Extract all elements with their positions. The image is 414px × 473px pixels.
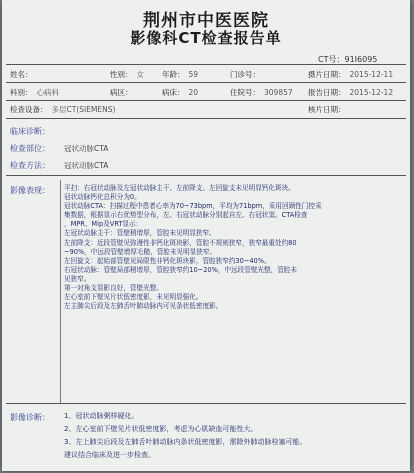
name-field [10,69,37,80]
shoot-date-value: 2015-12-11 [349,70,394,79]
exam-site-label: 检查部位： [10,144,50,153]
bed-label: 病床： [162,88,185,97]
findings-line: 左心室前下壁见片状低密度影，未见明显强化。 [64,293,203,302]
row-divider [6,118,406,119]
findings-line: 冠状动脉CTA：扫描过程中患者心率为70~73bpm，平均为71bpm，采用回顾性门控采 [64,202,322,211]
diagnosis-body [64,410,404,462]
findings-line: ~90%，中远段管壁增厚毛糙，管腔未见明显狭窄。 [64,247,217,256]
dept-label: 科别： [10,88,33,97]
findings-line: 平扫：右冠状动脉及左冠状动脉主干、左前降支、左回旋支未见明显钙化斑块。 [64,184,295,192]
report-date-label: 报告日期： [308,88,346,97]
sex-field [110,69,144,80]
device-field [10,104,115,115]
clinic-field [230,69,264,80]
findings-line: 左冠状动脉主干：管壁稍增厚，管腔未见明显狭窄。 [64,229,216,238]
diagnosis-label: 影像诊断： [10,413,50,422]
findings-line: 左回旋支：起始部管壁见局限性非钙化斑块影，管腔狭窄约30~40%。 [64,256,271,265]
section-divider [6,175,406,176]
device-label: 检查设备： [10,105,48,114]
age-field [162,69,198,80]
findings-line: 左前降支：近段管壁见弥漫性非钙化斑块影，管腔不规则狭窄，狭窄最重处约80 [64,238,297,247]
header-divider [6,64,406,65]
shoot-date-label: 摄片日期： [308,70,346,79]
findings-line: 右冠状动脉：管壁局部稍增厚，管腔狭窄约10~20%，中远段管壁光整，管腔未 [64,265,297,274]
diagnosis-line: 建议结合临床及进一步检查。 [64,451,155,459]
sex-value: 女 [136,70,144,79]
report-title: 影像科CT检查报告单 [130,29,282,47]
row-divider [6,82,406,83]
section-divider [6,403,406,404]
dept-field [10,87,59,98]
bed-value: 20 [188,88,199,97]
clinical-diagnosis-label: 临床诊断： [10,127,50,136]
report-date-value: 2015-12-12 [349,88,394,97]
dept-value: 心病科 [36,88,59,97]
report-date-field [308,87,393,98]
exam-site-value: 冠状动脉CTA [64,144,109,153]
findings-body [64,184,400,311]
clinic-label: 门诊号： [230,70,260,79]
hospital-name: 荆州市中医医院 [143,11,269,31]
age-value: 59 [188,70,199,79]
report-paper [2,0,410,471]
exam-method-label: 检查方法： [10,161,50,170]
row-divider [6,100,406,101]
findings-line: ，MPR、Mip及VRT显示： [64,220,143,229]
findings-line: 左主肺尖后段及左肺舌叶肺动脉内可见条状低密度影。 [64,302,223,311]
bed-field [162,87,198,98]
findings-vertical-rule [60,180,61,403]
ward-field [110,87,133,98]
findings-line: 见狭窄。 [64,274,91,283]
inpatient-label: 住院号： [230,88,260,97]
age-label: 年龄： [162,70,185,79]
checker-field [308,104,346,115]
ward-label: 病区： [110,88,133,97]
findings-label: 影像表现： [10,186,50,195]
checker-label: 核片日期： [308,105,346,114]
exam-method-value: 冠状动脉CTA [64,161,109,170]
diagnosis-line: 1、冠状动脉粥样硬化。 [64,412,139,420]
diagnosis-line: 2、左心室前下壁见片状低密度影，考虑为心肌缺血可能性大。 [64,425,258,433]
shoot-date-field [308,69,393,80]
findings-line: 冠状动脉钙化总积分为0。 [64,193,141,202]
findings-line: 第一对角支显影良好，管壁光整。 [64,284,163,293]
inpatient-field [230,87,293,98]
diagnosis-line: 3、左上肺尖后段及左肺舌叶肺动脉内条状低密度影，需除外肺动脉栓塞可能。 [64,438,307,446]
name-label: 姓名： [10,70,33,79]
device-value: 多层CT(SIEMENS) [51,105,116,114]
ct-number-value: 91I6095 [344,55,378,64]
sex-label: 性别： [110,70,133,79]
inpatient-value: 309857 [264,88,293,97]
findings-line: 集数据，根据显示右优势型分布，左、右冠状动脉分别起自左、右冠状窦。CTA检查 [64,211,308,220]
ct-number-label: CT号： [318,55,345,64]
